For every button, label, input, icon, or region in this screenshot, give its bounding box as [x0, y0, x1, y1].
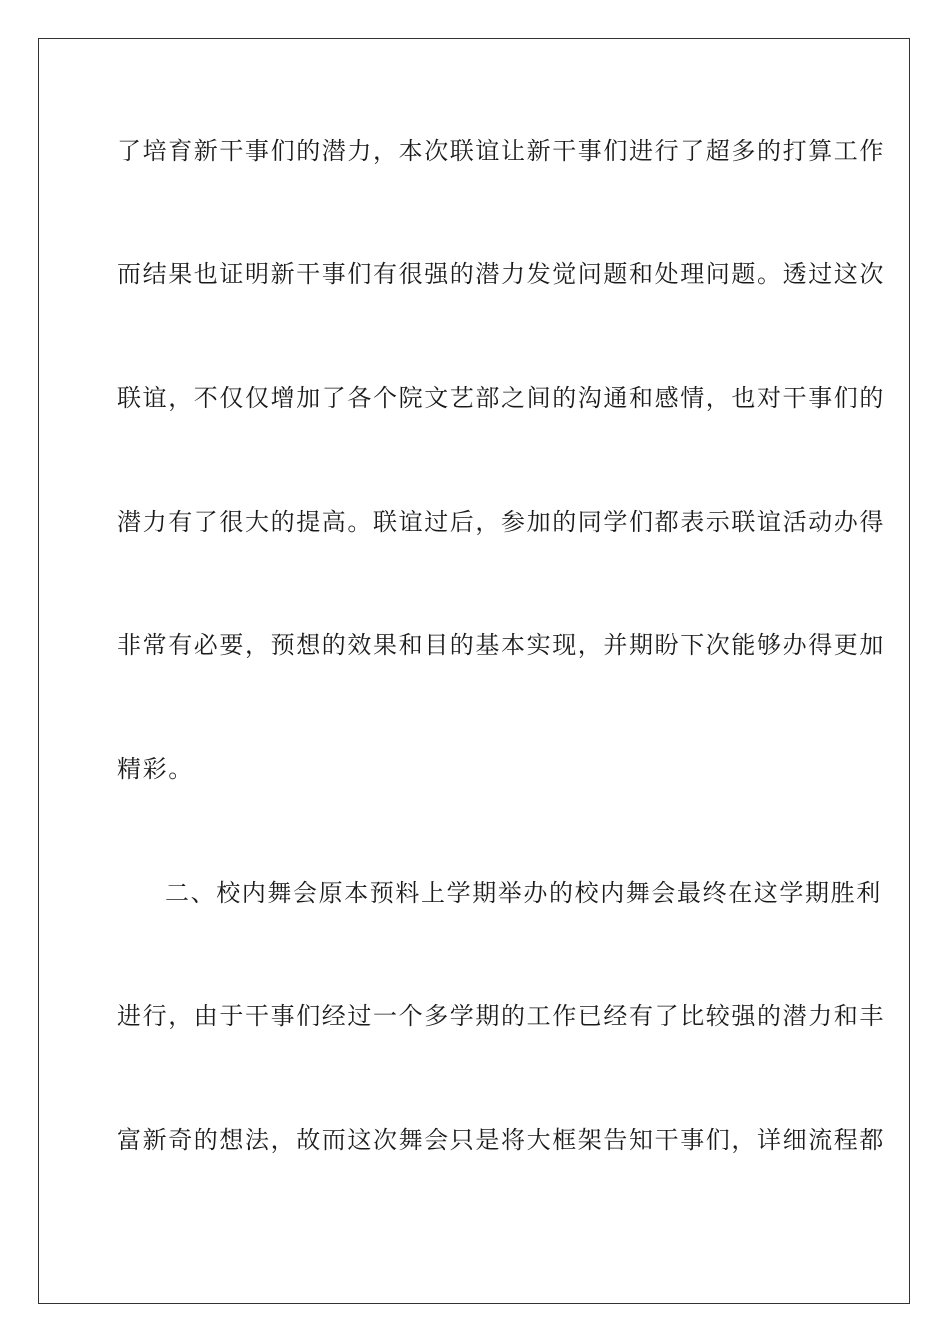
- text-line-1: 了培育新干事们的潜力，本次联谊让新干事们进行了超多的打算工作: [117, 137, 885, 165]
- page-border: [38, 38, 910, 1304]
- text-line-2: 而结果也证明新干事们有很强的潜力发觉问题和处理问题。透过这次: [117, 260, 885, 288]
- text-line-5: 非常有必要，预想的效果和目的基本实现，并期盼下次能够办得更加: [117, 631, 885, 659]
- text-line-8: 进行，由于干事们经过一个多学期的工作已经有了比较强的潜力和丰: [117, 1002, 885, 1030]
- section-heading-line: 二、校内舞会原本预料上学期举办的校内舞会最终在这学期胜利: [165, 879, 882, 907]
- text-line-4: 潜力有了很大的提高。联谊过后，参加的同学们都表示联谊活动办得: [117, 508, 885, 536]
- text-line-9: 富新奇的想法，故而这次舞会只是将大框架告知干事们，详细流程都: [117, 1126, 885, 1154]
- text-line-6: 精彩。: [117, 755, 194, 783]
- text-line-3: 联谊，不仅仅增加了各个院文艺部之间的沟通和感情，也对干事们的: [117, 384, 885, 412]
